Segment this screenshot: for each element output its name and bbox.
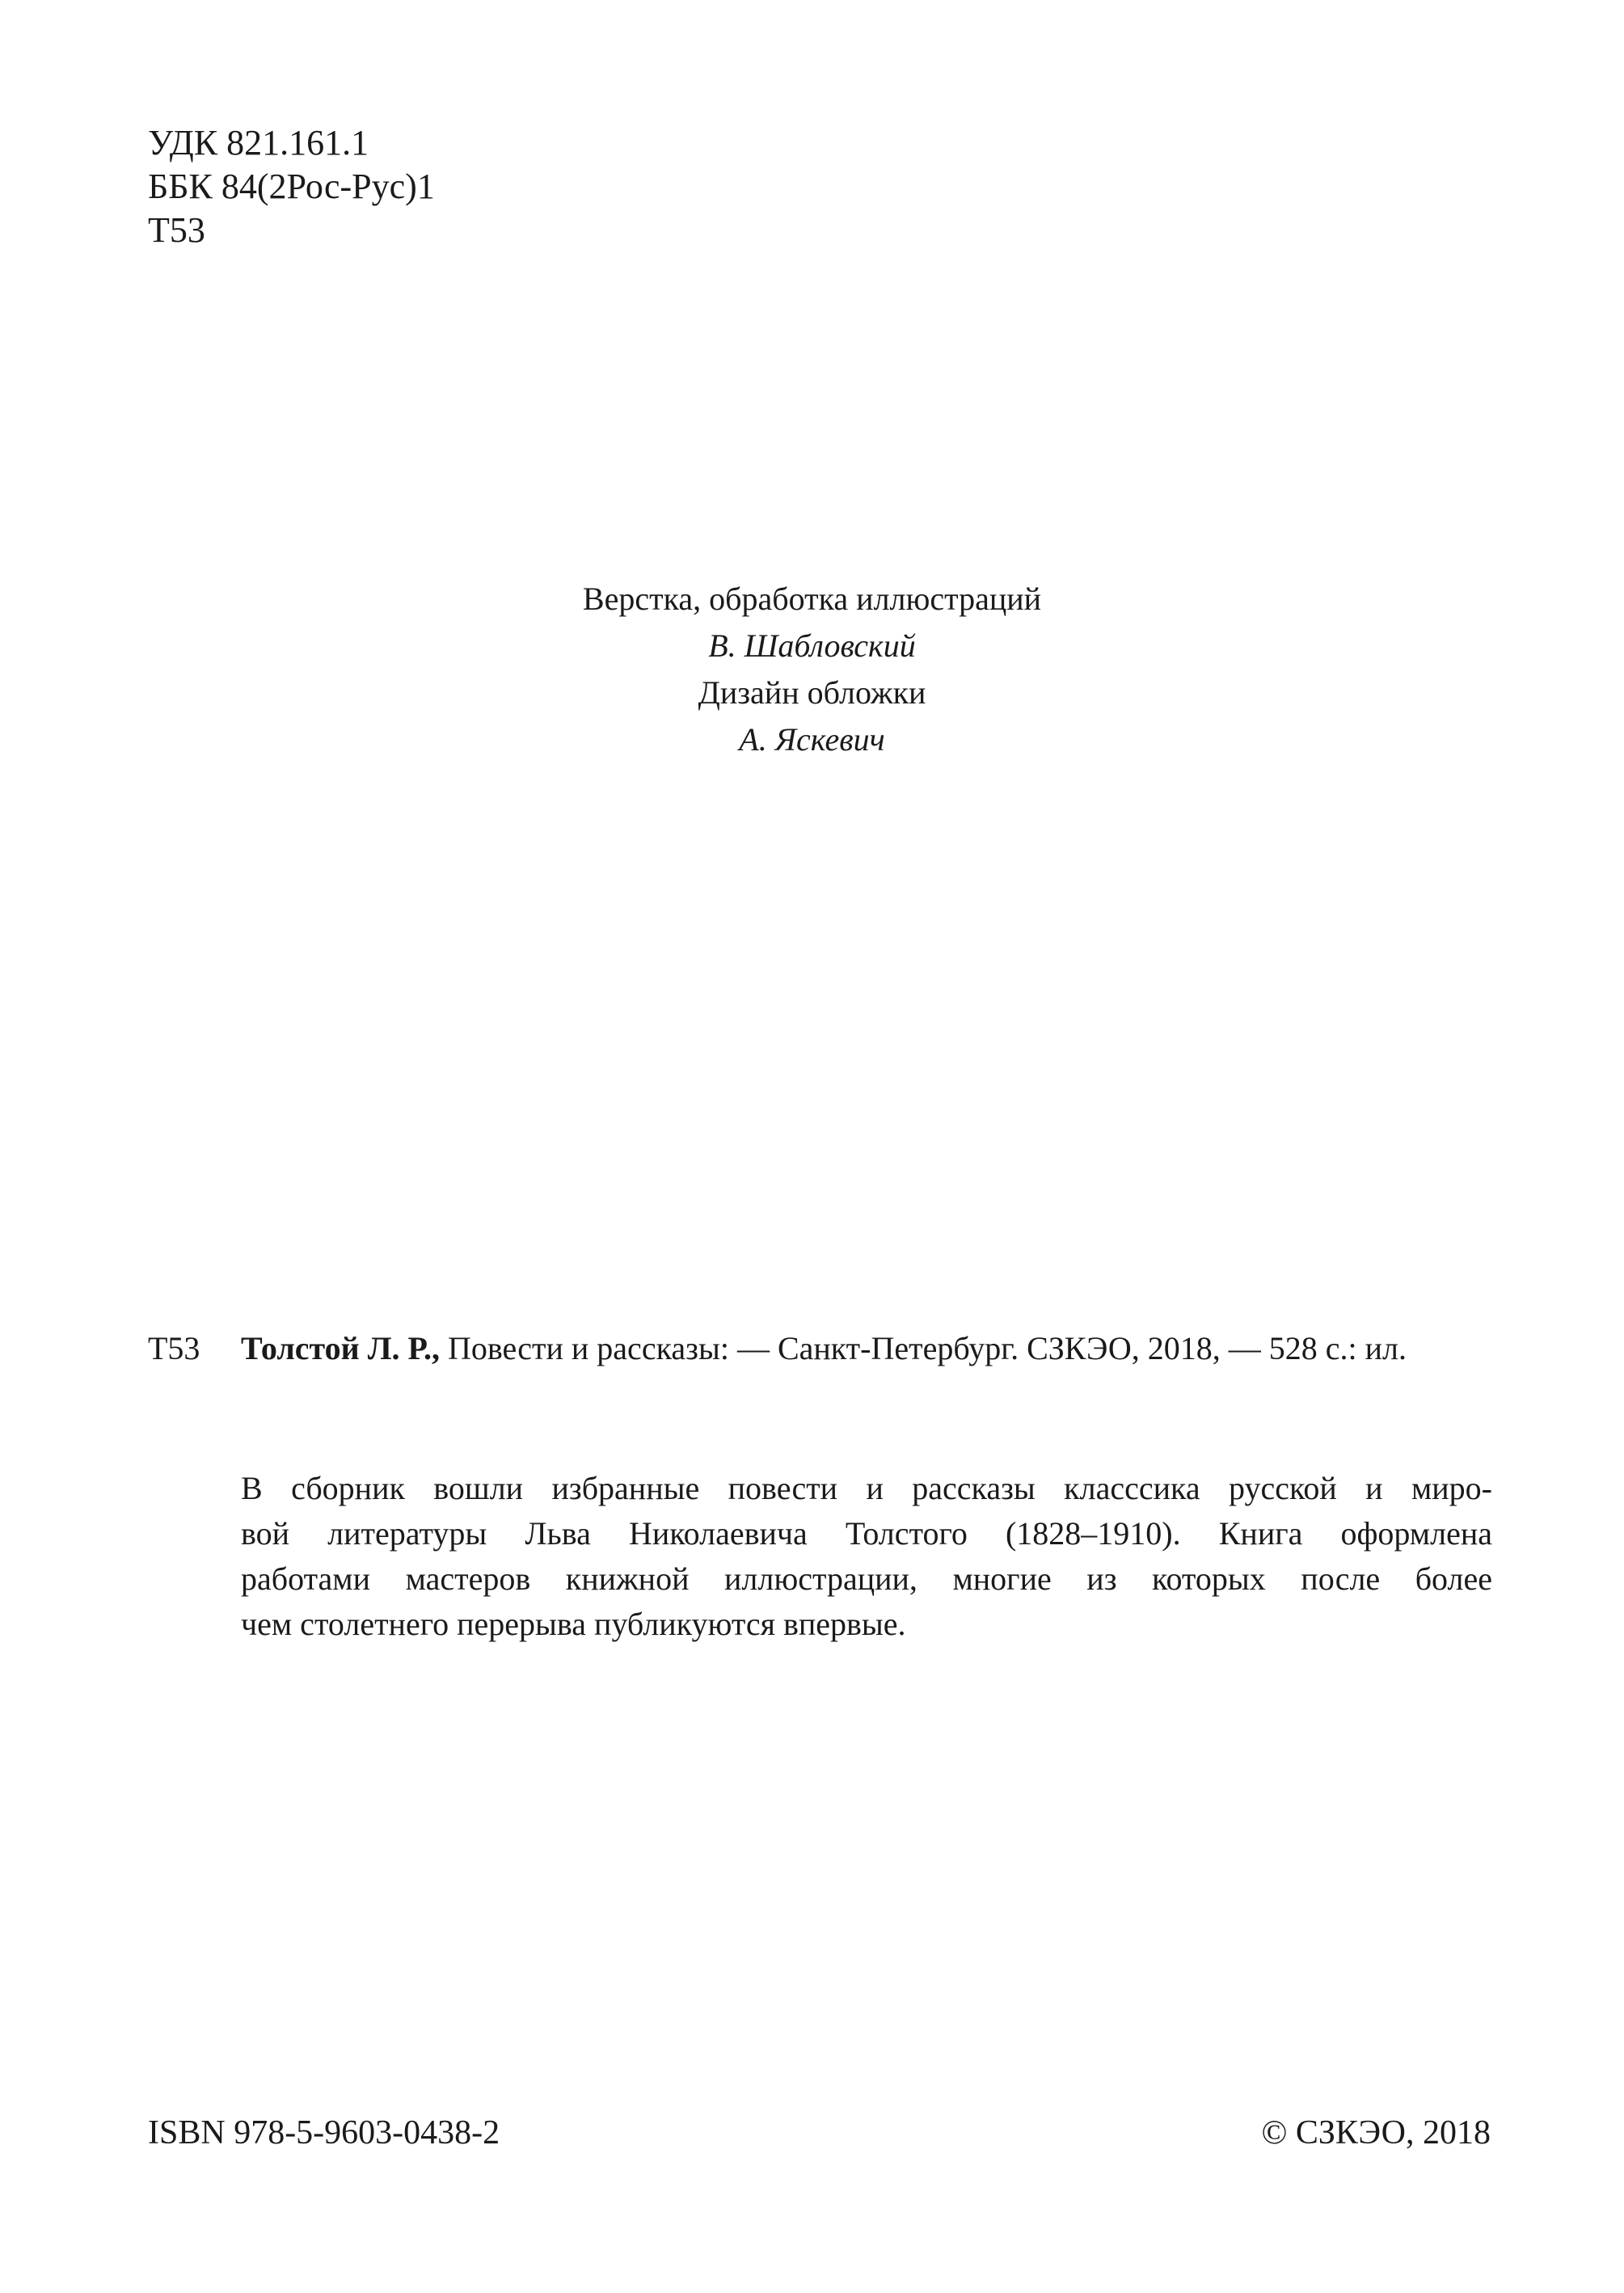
layout-person: В. Шабловский [708,627,916,664]
bib-record-description: Повести и рассказы: — Санкт-Петербург. СЗКЭО, 2018, — 528 с.: ил. [439,1330,1407,1366]
cover-person: А. Яскевич [739,721,885,758]
bib-record-author: Толстой Л. Р., [241,1330,440,1366]
bbk-code: ББК 84(2Рос-Рус)1 [148,167,435,206]
author-mark: Т53 [148,210,205,250]
copyright-notice: © СЗКЭО, 2018 [1261,2114,1491,2152]
annotation [241,1466,1492,1647]
udk-code: УДК 821.161.1 [148,123,369,163]
credits-block [0,576,1624,763]
bib-record-code: Т53 [148,1330,200,1366]
annotation-line: вой литературы Льва Николаевича Толстого (1828–1910). Книга оформлена [241,1515,1492,1552]
layout-role: Верстка, обработка иллюстраций [582,581,1042,617]
annotation-line: чем столетнего перерыва публикуются впервые. [241,1606,906,1642]
annotation-line: работами мастеров книжной иллюстрации, многие из которых после более [241,1560,1492,1597]
isbn: ISBN 978-5-9603-0438-2 [148,2114,500,2152]
annotation-line: В сборник вошли избранные повести и рассказы класссика русской и миро- [241,1470,1492,1506]
bib-record [241,1326,1492,1371]
classification-block [148,121,435,252]
cover-role: Дизайн обложки [698,674,926,711]
